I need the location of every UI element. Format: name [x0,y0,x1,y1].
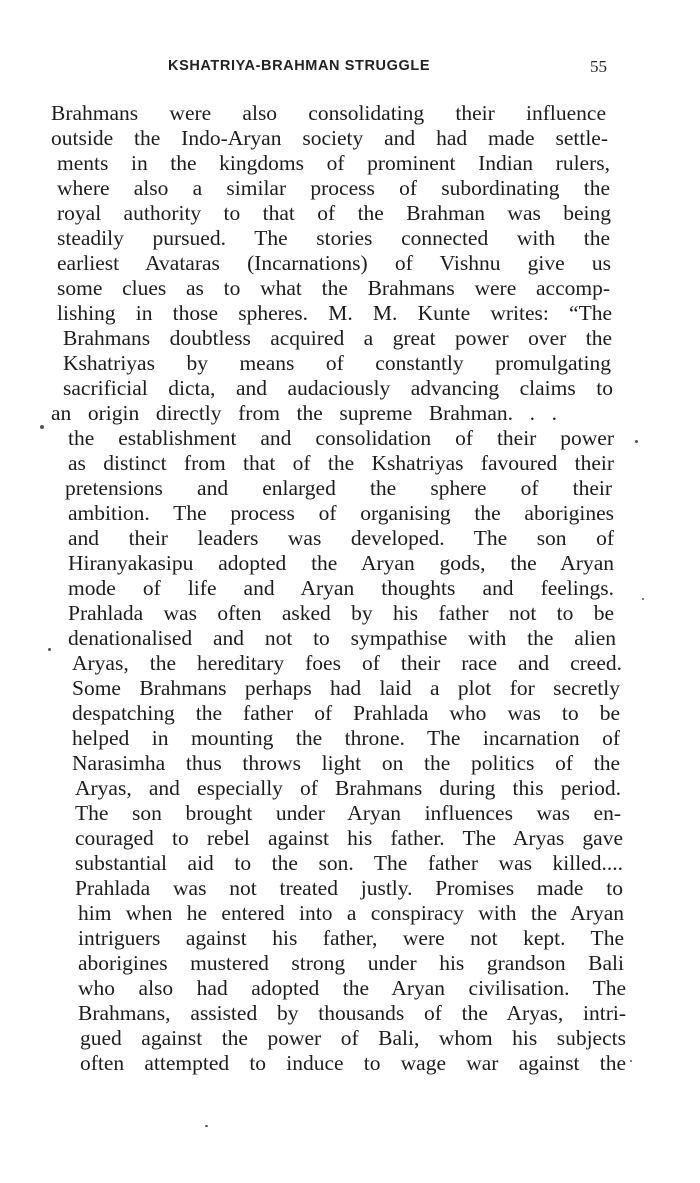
text-line: Aryas, the hereditary foes of their race and creed. [72,651,622,675]
text-line: where also a similar process of subordinating the [57,176,610,200]
text-line: denationalised and not to sympathise with the alien [68,626,616,650]
text-line: aborigines mustered strong under his grandson Bali [78,951,624,975]
text-line: helped in mounting the throne. The incarnation of [72,726,620,750]
text-line: gued against the power of Bali, whom his subjects [80,1026,626,1050]
text-line: who also had adopted the Aryan civilisation. The [78,976,626,1000]
text-line: Brahmans, assisted by thousands of the Aryas, intri- [78,1001,626,1025]
page-number: 55 [590,57,607,76]
text-line: earliest Avataras (Incarnations) of Vishnu give us [57,251,611,275]
running-head: KSHATRIYA-BRAHMAN STRUGGLE [168,58,431,74]
text-line: as distinct from that of the Kshatriyas favoured their [68,451,614,475]
print-speck [205,1125,208,1127]
text-line: Prahlada was often asked by his father not to be [68,601,614,625]
text-line: Some Brahmans perhaps had laid a plot for secretly [72,676,620,700]
text-line: him when he entered into a conspiracy with the Aryan [78,901,624,925]
text-line: Hiranyakasipu adopted the Aryan gods, the Aryan [68,551,614,575]
text-line: mode of life and Aryan thoughts and feelings. [68,576,614,600]
text-line: Brahmans doubtless acquired a great power over the [63,326,612,350]
print-speck [630,1060,632,1062]
text-line: intriguers against his father, were not kept. The [78,926,624,950]
text-line: the establishment and consolidation of their power [68,426,614,450]
text-line: Prahlada was not treated justly. Promises made to [75,876,623,900]
text-line: sacrificial dicta, and audaciously advancing claims to [63,376,613,400]
text-line: couraged to rebel against his father. The Aryas gave [75,826,623,850]
text-line: steadily pursued. The stories connected with the [57,226,610,250]
text-line: Kshatriyas by means of constantly promulgating [63,351,611,375]
text-line: Narasimha thus throws light on the politics of the [72,751,620,775]
text-line: an origin directly from the supreme Brahman. . . [51,401,557,425]
text-line: ments in the kingdoms of prominent Indian rulers, [57,151,610,175]
print-speck [642,598,644,600]
text-line: The son brought under Aryan influences was en- [75,801,621,825]
text-line: substantial aid to the son. The father was killed.... [75,851,623,875]
text-line: Brahmans were also consolidating their influence [51,101,606,125]
page-header [0,58,700,82]
text-line: despatching the father of Prahlada who was to be [72,701,620,725]
text-line: outside the Indo-Aryan society and had made settle- [51,126,608,150]
text-line: lishing in those spheres. M. M. Kunte writes: “The [57,301,612,325]
text-line: Aryas, and especially of Brahmans during this period. [75,776,621,800]
text-line: some clues as to what the Brahmans were accomp- [57,276,610,300]
text-line: royal authority to that of the Brahman was being [57,201,611,225]
print-speck [635,440,638,443]
print-speck [48,648,51,651]
text-line: often attempted to induce to wage war against the [80,1051,626,1075]
text-line: ambition. The process of organising the aborigines [68,501,614,525]
text-line: pretensions and enlarged the sphere of their [65,476,612,500]
text-line: and their leaders was developed. The son of [68,526,614,550]
print-speck [40,425,44,429]
